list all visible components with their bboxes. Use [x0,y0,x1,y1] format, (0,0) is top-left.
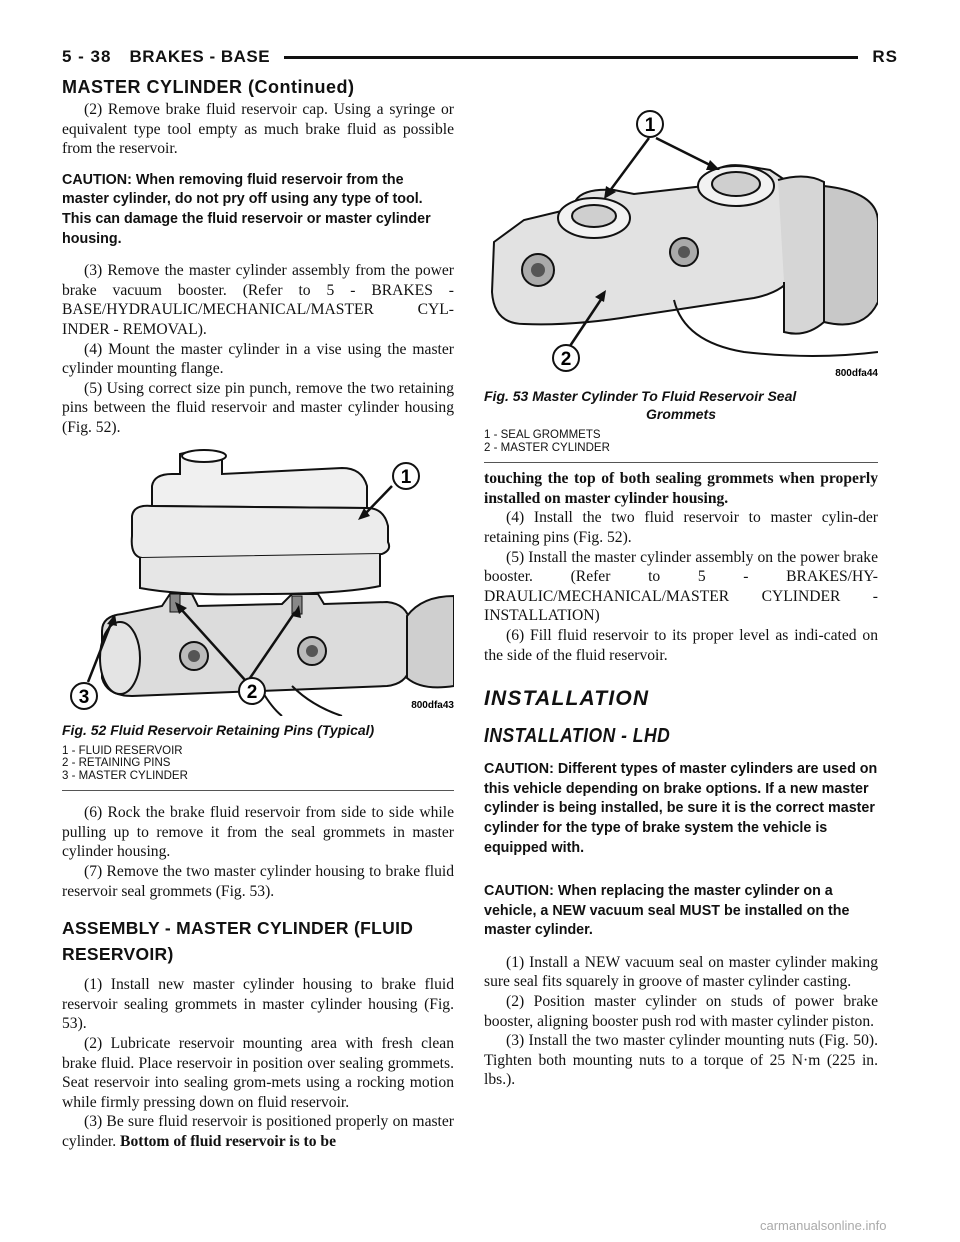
step-fill-reservoir: (6) Fill fluid reservoir to its proper level as indi-cated on the side of the fluid reservoir. [484,626,878,664]
step-remove-pins: (5) Using correct size pin punch, remove the two retaining pins between the fluid reservoir and master cylinder housing (Fig. 52). [62,379,454,436]
step-remove-grommets: (7) Remove the two master cylinder housing to brake fluid reservoir seal grommets (Fig. 53). [62,863,454,900]
fig52-legend-3: 3 - MASTER CYLINDER [62,769,188,782]
section-title: BRAKES - BASE [129,47,271,66]
fig53-callout-1: 1 [644,115,656,136]
step-remove-cap: (2) Remove brake fluid reservoir cap. Using a syringe or equivalent type tool empty as much brake fluid as possible from the reservoir. [62,101,454,158]
left-column [62,100,454,1152]
heading-installation: INSTALLATION [484,687,650,711]
caution-no-pry: CAUTION: When removing fluid reservoir from the master cylinder, do not pry off using any type of tool. This can damage the fluid reservoir or master cylinder housing. [62,171,431,247]
step-install-assembly: (5) Install the master cylinder assembly on the power brake booster. (Refer to 5 - BRAKES/HY-DRAULIC/MECHANICAL/MASTER CYLINDER - INSTALLATION) [484,548,878,625]
fig53-callout-2: 2 [560,349,572,370]
step-be-sure-bold: Bottom of fluid reservoir is to be [120,1133,337,1150]
fig52-legend-2: 2 - RETAINING PINS [62,757,171,770]
right-column [484,102,878,1090]
fig53-code: 800dfa44 [835,368,878,379]
fig53-legend-1: 1 - SEAL GROMMETS [484,429,601,441]
step-lubricate: (2) Lubricate reservoir mounting area with fresh clean brake fluid. Place reservoir in position over sealing grommets. Seat reservoir into sealing grom-mets using a rocking motion while firmly pressing down on fluid reservoir. [62,1035,454,1111]
figure-53-illustration [484,102,878,382]
page-number: 5 - 38 [62,47,112,66]
fig53-legend-2: 2 - MASTER CYLINDER [484,441,610,454]
vehicle-code: RS [872,47,898,66]
caution-master-cylinder-types: CAUTION: Different types of master cylinders are used on this vehicle depending on brake options. If a new master cylinder is being installed, be sure it is the correct master cylinder for the type of brake system the vehicle is equipped with. [484,761,878,856]
watermark: carmanualsonline.info [760,1218,887,1233]
fig52-rule [62,790,454,791]
step-install-seal: (1) Install a NEW vacuum seal on master cylinder making sure seal fits squarely in groove of master cylinder casting. [484,953,878,991]
caution-vacuum-seal: CAUTION: When replacing the master cylinder on a vehicle, a NEW vacuum seal MUST be installed on the master cylinder. [484,883,850,939]
step-install-nuts: (3) Install the two master cylinder mounting nuts (Fig. 50). Tighten both mounting nuts to a torque of 25 N·m (225 in. lbs.). [484,1032,878,1089]
page-header [62,44,898,70]
fig52-callout-1: 1 [400,466,412,488]
heading-installation-lhd: INSTALLATION - LHD [484,723,671,747]
fig52-caption: Fig. 52 Fluid Reservoir Retaining Pins (Typical) [62,721,375,738]
step-be-sure [62,1112,454,1151]
step-install-grommets: (1) Install new master cylinder housing to brake fluid reservoir sealing grommets in master cylinder housing (Fig. 53). [62,976,454,1033]
figure-52-illustration [62,446,454,716]
fig52-code: 800dfa43 [411,699,454,711]
fig52-callout-2: 2 [246,681,258,703]
step-remove-assembly: (3) Remove the master cylinder assembly from the power brake vacuum booster. (Refer to 5 - BRAKES - BASE/HYDRAULIC/MECHANICAL/MASTER CYL-INDER - REMOVAL). [62,262,454,338]
fig52-legend-1: 1 - FLUID RESERVOIR [62,744,183,757]
fig53-caption-line2: Grommets [645,406,717,422]
touching-note: touching the top of both sealing grommets when properly installed on master cylinder housing. [484,470,878,507]
figure-52 [62,446,454,792]
heading-assembly: ASSEMBLY - MASTER CYLINDER (FLUID RESERVOIR) [62,918,414,965]
step-be-sure-text: (3) Be sure fluid reservoir is positioned properly on master cylinder. [62,1113,454,1150]
figure-53 [484,102,878,463]
step-position-cylinder: (2) Position master cylinder on studs of power brake booster, aligning booster push rod with master cylinder piston. [484,993,878,1030]
step-install-pins: (4) Install the two fluid reservoir to master cylin-der retaining pins (Fig. 52). [484,509,878,546]
continued-title: MASTER CYLINDER (Continued) [62,77,355,97]
fig53-rule [484,462,878,463]
step-mount-vise: (4) Mount the master cylinder in a vise using the master cylinder mounting flange. [62,340,454,378]
step-rock-reservoir: (6) Rock the brake fluid reservoir from side to side while pulling up to remove it from the seal grommets in master cylinder housing. [62,804,454,861]
fig53-caption-line1: Fig. 53 Master Cylinder To Fluid Reservoir Seal [484,388,797,404]
header-rule [284,56,858,59]
fig52-callout-3: 3 [78,686,90,708]
